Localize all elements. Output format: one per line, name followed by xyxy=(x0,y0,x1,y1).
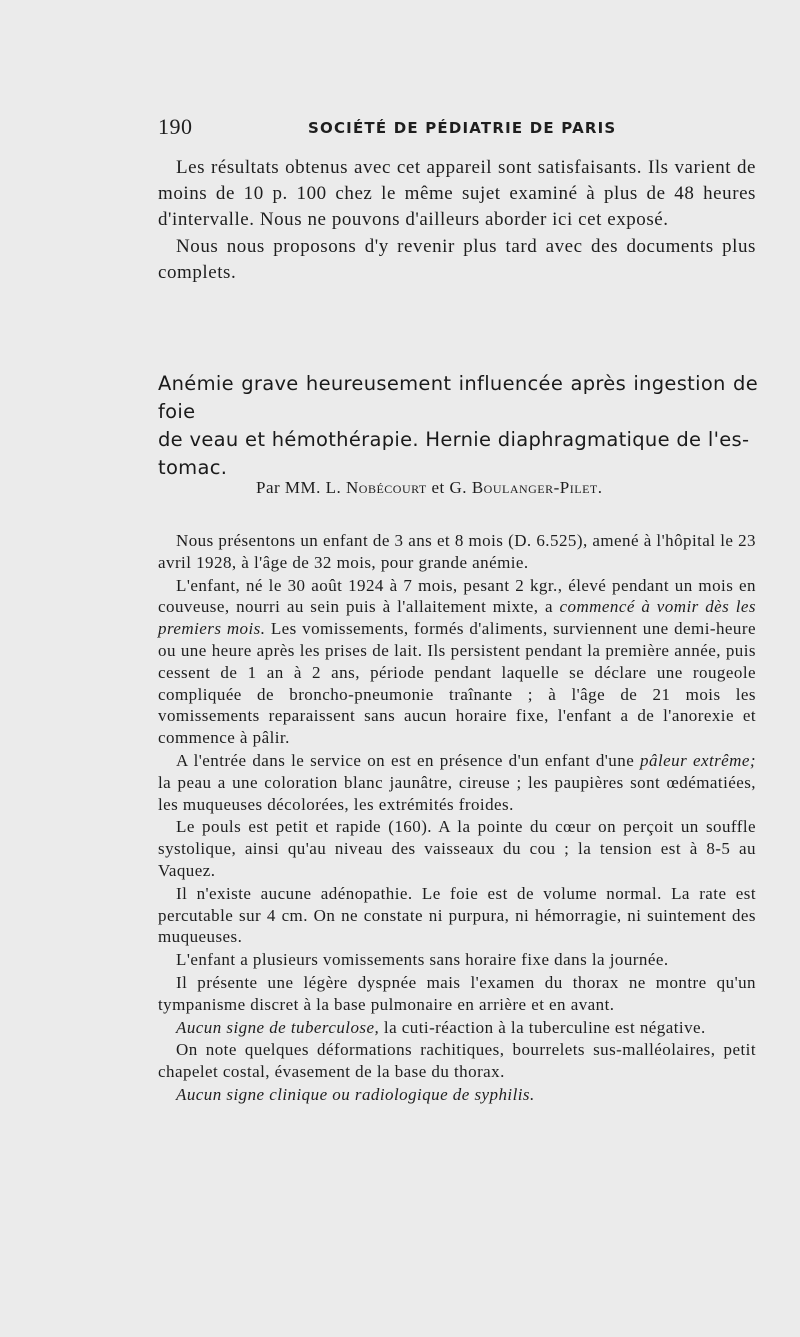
text-run: Les vomissements, formés d'aliments, surviennent une demi-heure ou une heure après les prises de lait. Ils persistent pendant la première année, puis cessent de 1 an à 2 ans, période pendant laquelle se déclare une rougeole compliquée de broncho-pneumonie traînante ; à l'âge de 21 mois les vomissements reparaissent sans aucun horaire fixe, l'enfant a de l'anorexie et commence à pâlir. xyxy=(158,619,756,748)
italic-text: Aucun signe clinique ou radiologique de syphilis. xyxy=(176,1084,535,1104)
italic-text: pâleur extrême; xyxy=(640,750,757,770)
body-paragraph: Il n'existe aucune adénopathie. Le foie est de volume normal. La rate est percutable sur 4 cm. On ne constate ni purpura, ni hémorragie, ni suintement des muqueuses. xyxy=(158,883,756,947)
body-paragraph xyxy=(158,1017,756,1039)
italic-text: commencé à vomir dès les premiers mois. xyxy=(158,597,756,639)
body-paragraph: Nous présentons un enfant de 3 ans et 8 mois (D. 6.525), amené à l'hôpital le 23 avril 1928, à l'âge de 32 mois, pour grande anémie. xyxy=(158,531,756,572)
italic-text: Aucun signe de tuberculose, xyxy=(176,1017,380,1037)
text-run: L'enfant, né le 30 août 1924 à 7 mois, pesant 2 kgr., élevé pendant un mois en couveuse, nourri au sein puis à l'allaitement mixte, a xyxy=(158,575,756,617)
title-line: tomac. xyxy=(158,456,228,479)
intro-paragraph: Nous nous proposons d'y revenir plus tard avec des documents plus complets. xyxy=(158,236,756,283)
article-title xyxy=(158,370,758,482)
text-run: A l'entrée dans le service on est en présence d'un enfant d'une xyxy=(176,750,641,770)
author-name: Boulanger-Pilet. xyxy=(471,478,603,497)
intro-section xyxy=(158,155,756,287)
title-line: de veau et hémothérapie. Hernie diaphragmatique de l'es- xyxy=(158,428,750,451)
body-paragraph xyxy=(158,1084,756,1106)
article-body xyxy=(158,530,756,1107)
text-run: la cuti-réaction à la tuberculine est négative. xyxy=(379,1017,706,1037)
running-title: SOCIÉTÉ DE PÉDIATRIE DE PARIS xyxy=(308,119,617,137)
title-line: Anémie grave heureusement influencée après ingestion de foie xyxy=(158,372,758,423)
intro-paragraph: Les résultats obtenus avec cet appareil sont satisfaisants. Ils varient de moins de 10 p. 100 chez le même sujet examiné à plus de 48 heures d'intervalle. Nous ne pouvons d'ailleurs aborder ici cet exposé. xyxy=(158,157,756,230)
body-paragraph xyxy=(158,575,756,749)
body-paragraph xyxy=(158,750,756,815)
body-paragraph: Il présente une légère dyspnée mais l'examen du thorax ne montre qu'un tympanisme discret à la base pulmonaire en arrière et en avant. xyxy=(158,972,756,1014)
body-paragraph: L'enfant a plusieurs vomissements sans horaire fixe dans la journée. xyxy=(176,950,669,970)
article-authors xyxy=(256,478,603,498)
author-name: Nobécourt xyxy=(346,478,427,497)
body-paragraph: On note quelques déformations rachitiques, bourrelets sus-malléolaires, petit chapelet costal, évasement de la base du thorax. xyxy=(158,1040,756,1082)
text-run: la peau a une coloration blanc jaunâtre, cireuse ; les paupières sont œdématiées, les muqueuses décolorées, les extrémités froides. xyxy=(158,772,756,814)
authors-prefix: Par MM. L. xyxy=(256,478,347,497)
body-paragraph: Le pouls est petit et rapide (160). A la pointe du cœur on perçoit un souffle systolique, ainsi qu'au niveau des vaisseaux du cou ; la tension est à 8-5 au Vaquez. xyxy=(158,817,756,880)
page-header xyxy=(158,114,758,144)
authors-joiner: et G. xyxy=(426,478,472,497)
page-number: 190 xyxy=(158,114,193,139)
